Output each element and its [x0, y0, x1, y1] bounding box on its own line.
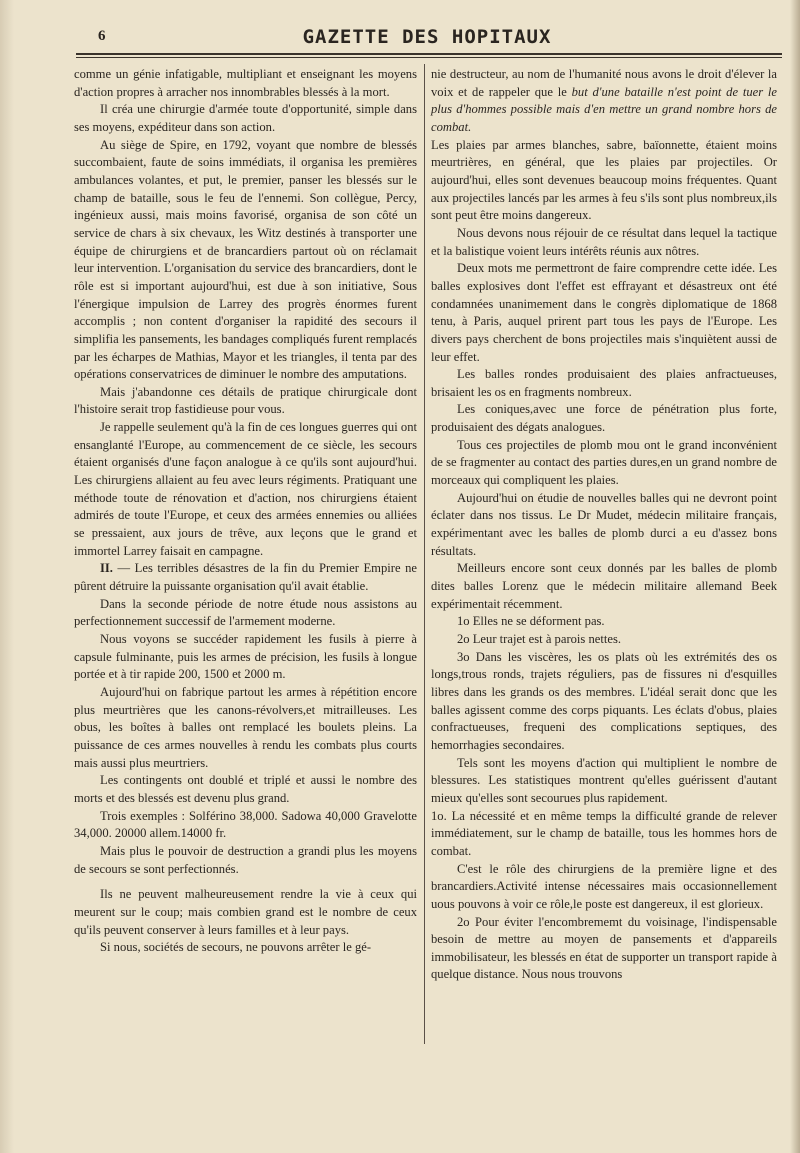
paragraph: Ils ne peuvent malheureusement rendre la vie à ceux qui meurent sur le coup; mais combien grand est le nombre de ceux qu'ils peuvent conserver à leurs familles et à leur pays. — [74, 887, 417, 937]
italic-quote: but d'une bataille n'est point de tuer le plus d'hommes possible mais d'en mettre un grand nombre hors de combat. — [431, 84, 777, 134]
paragraph: Trois exemples : Solférino 38,000. Sadowa 40,000 Gravelotte 34,000. 20000 allem.14000 fr. — [74, 808, 417, 841]
paragraph: Au siège de Spire, en 1792, voyant que nombre de blessés succombaient, faute de soins immédiats, il organisa les premières ambulances volantes, et put, le premier, panser les blessés sur le champ de bataille, sous le feu de l'ennemi. Son collègue, Percy, ingénieux aussi, mais moins favorisé, organisa de son côté un service de chars à six chevaux, les Witz destinés à transporter une équipe de chirurgiens et de brancardiers partout où on réclamait leur intervention. L'organisation du service des brancardiers, dont le rôle est si important aujourd'hui, est due à son initiative, Sous l'énergique impulsion de Larrey des progrès énormes furent accomplis ; non content d'organiser la rapidité des secours il simplifia les pansements, les bandages compliqués furent remplacés par les écharpes de Mathias, Mayor et les triangles, il tenta par des opérations conservatrices de diminuer le nombre des amputations. — [74, 137, 417, 382]
list-item: 1o Elles ne se déforment pas. — [457, 614, 605, 629]
paragraph: Nous devons nous réjouir de ce résultat dans lequel la tactique et la balistique voient leurs intérêts réunis aux nôtres. — [431, 225, 777, 258]
paragraph: Tels sont les moyens d'action qui multiplient le nombre de blessures. Les statistiques montrent qu'elles guérissent d'autant mieux qu'elles sont secourues plus rapidement. — [431, 755, 777, 805]
paragraph: Deux mots me permettront de faire comprendre cette idée. Les balles explosives dont l'effet est effrayant et désastreux ont été condamnées unanimement dans le congrès diplomatique de 1868 tenu, à Paris, auquel prirent part tous les pays de l'Europe. Les divers pays cherchent de bons projectiles mais s'inquiètent aussi de leur effet. — [431, 261, 777, 364]
list-item: 3o Dans les viscères, les os plats où les extrémités des os longs,trous ronds, trajets réguliers, pas de fissures ni d'esquilles libres dans les grands os des membres. L'idéal serait donc que les balles agissent comme des corps piquants. Les éclats d'obus, plaies confractueuses, frequeni des complications septiques, des hemorrhagies secondaires. — [431, 649, 777, 752]
paragraph: Aujourd'hui on étudie de nouvelles balles qui ne devront point éclater dans nos tissus. Le Dr Mudet, médecin militaire français, expérimentant avec les balles de plomb durci a eu d'assez bons résultats. — [431, 490, 777, 558]
paragraph — [431, 66, 777, 137]
paragraph: Meilleurs encore sont ceux donnés par les balles de plomb dites balles Lorenz que le médecin militaire allemand Beek expérimentait récemment. — [431, 561, 777, 611]
paragraph: Les coniques,avec une force de pénétration plus forte, produisaient des dégats analogues. — [431, 402, 777, 435]
left-column — [74, 66, 417, 957]
paragraph: Les plaies par armes blanches, sabre, baïonnette, étaient moins meurtrières, en général, que les plaies par projectiles. Or aujourd'hui, elles sont devenues beaucoup moins fréquentes. Quant aux projectiles lancés par les armes à feu s'ils sont plus nombreux,ils sont peut être moins dangereux. — [431, 137, 777, 223]
page-number: 6 — [98, 28, 106, 44]
section-text: — Les terribles désastres de la fin du Premier Empire ne pûrent détruire la puissante organisation qu'il avait établie. — [74, 561, 417, 594]
header-rule-thick — [76, 53, 782, 55]
section-number: II. — [100, 561, 113, 576]
paragraph: Mais j'abandonne ces détails de pratique chirurgicale dont l'histoire serait trop fastidieuse pour vous. — [74, 384, 417, 417]
paragraph: Il créa une chirurgie d'armée toute d'opportunité, simple dans ses moyens, expéditeur dans son action. — [74, 102, 417, 134]
paragraph: Les balles rondes produisaient des plaies anfractueuses, brisaient les os en fragments nombreux. — [431, 367, 777, 399]
list-item: 1o. La nécessité et en même temps la difficulté grande de relever immédiatement, sur le champ de bataille, tous les hommes hors de combat. — [431, 808, 777, 858]
list-item: 2o Pour éviter l'encombrememt du voisinage, l'indispensable besoin de mettre au moyen de pansements et d'appareils immobilisateur, les blessés en état de supporter un transport rapide à quelque distance. Nous nous trouvons — [431, 914, 777, 982]
paragraph-text: nie destructeur, au nom de l'humanité nous avons le droit d'élever la voix et de rappeler que le — [431, 67, 777, 99]
section-paragraph — [74, 560, 417, 595]
header-rule-thin — [76, 57, 782, 58]
paragraph: Les contingents ont doublé et triplé et aussi le nombre des morts et des blessés est devenu plus grand. — [74, 773, 417, 805]
right-column — [431, 66, 777, 984]
paragraph: Si nous, sociétés de secours, ne pouvons arrêter le gé- — [100, 940, 372, 955]
paragraph: C'est le rôle des chirurgiens de la première ligne et des brancardiers.Activité intense nécessaires mais occasionnellement uous pouvons à voir ce rôle,le poste est dangereux, il est glorieux. — [431, 861, 777, 911]
paragraph: Je rappelle seulement qu'à la fin de ces longues guerres qui ont ensanglanté l'Europe, au commencement de ce siècle, les secours étaient organisés d'une façon analogue à ce qu'ils sont aujourd'hui. Les chirurgiens allaient au feu avec leurs régiments. Pratiquant une méthode toute de rénovation et d'action, nos chirurgiens étaient admirés de toute l'Europe, et ceux des armées ennemies ou alliées se pressaient, aux jours de trêve, aux leçons que le grand et immortel Larrey faisait en campagne. — [74, 420, 417, 558]
column-divider — [424, 64, 425, 1044]
paragraph: Nous voyons se succéder rapidement les fusils à pierre à capsule fulminante, puis les armes de précision, les fusils à longue portée et à tir rapide 200, 1500 et 2000 m. — [74, 632, 417, 682]
masthead-title: GAZETTE DES HOPITAUX — [302, 26, 552, 48]
paragraph: comme un génie infatigable, multipliant et enseignant les moyens d'action propres à arracher nos innombrables blessés à la mort. — [74, 67, 417, 99]
paragraph: Dans la seconde période de notre étude nous assistons au perfectionnement successif de l'armement moderne. — [74, 596, 417, 629]
paragraph: Tous ces projectiles de plomb mou ont le grand inconvénient de se fragmenter au contact des parties dures,en un grand nombre de morceaux qui compliquent les plaies. — [431, 437, 777, 488]
paragraph: Aujourd'hui on fabrique partout les armes à répétition encore plus meurtrières que les canons-révolvers,et mitrailleuses. Les obus, les boîtes à balles ont remplacé les boulets pleins. La puissance de ces armes nouvelles à rendu les combats plus courts mais aussi plus meurtriers. — [74, 684, 417, 770]
paragraph: Mais plus le pouvoir de destruction a grandi plus les moyens de secours se sont perfectionnés. — [74, 843, 417, 876]
list-item: 2o Leur trajet est à parois nettes. — [457, 632, 622, 646]
page-header — [72, 26, 782, 52]
